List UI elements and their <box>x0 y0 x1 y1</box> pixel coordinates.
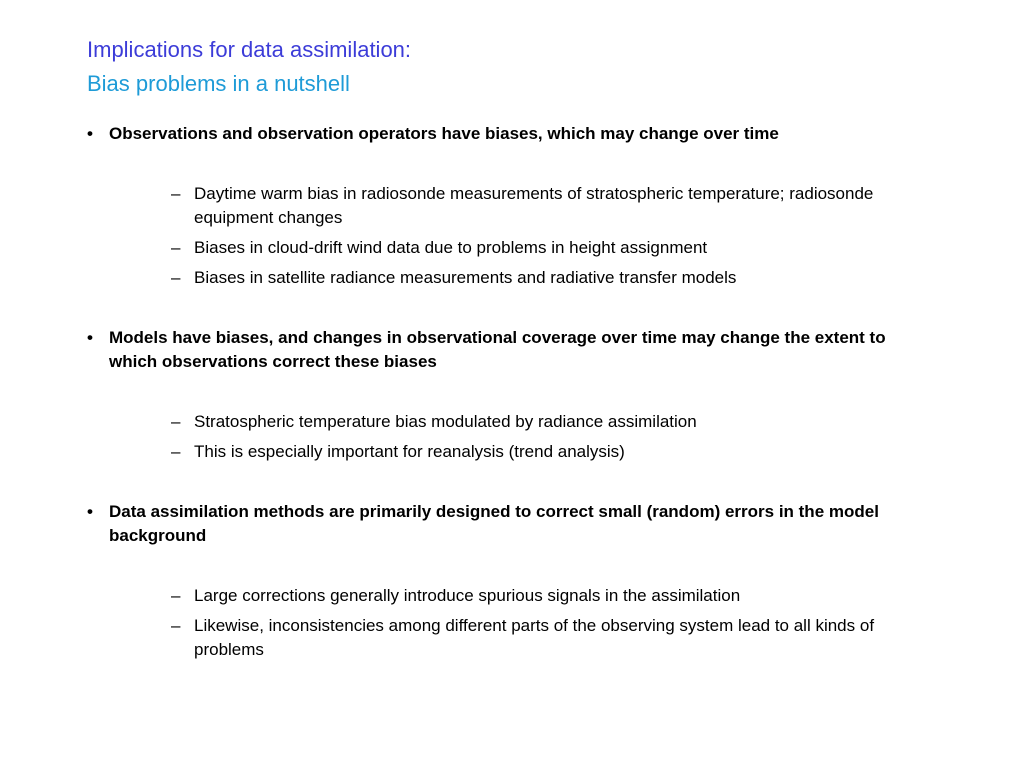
sub-bullet-marker: – <box>171 184 181 203</box>
bullet-marker: • <box>87 502 93 521</box>
title-line-2: Bias problems in a nutshell <box>87 71 350 96</box>
title-line-1: Implications for data assimilation: <box>87 37 412 62</box>
sub-bullet-text: Biases in satellite radiance measurements and radiative transfer models <box>194 268 737 287</box>
sub-bullet-list <box>171 584 937 662</box>
sub-bullet-marker: – <box>171 268 181 287</box>
sub-bullet-item <box>171 440 937 464</box>
slide-title <box>87 33 411 101</box>
sub-bullet-marker: – <box>171 442 181 461</box>
bullet-text: Observations and observation operators have biases, which may change over time <box>109 124 779 143</box>
bullet-text: Models have biases, and changes in observational coverage over time may change the extent to which observations correct these biases <box>109 328 886 371</box>
bullet-list <box>87 120 937 678</box>
bullet-item <box>87 500 937 548</box>
sub-bullet-text: Biases in cloud-drift wind data due to problems in height assignment <box>194 238 708 257</box>
bullet-marker: • <box>87 124 93 143</box>
sub-bullet-text: Likewise, inconsistencies among different parts of the observing system lead to all kinds of problems <box>194 616 875 659</box>
sub-bullet-marker: – <box>171 616 181 635</box>
sub-bullet-item <box>171 236 937 260</box>
sub-bullet-text: Daytime warm bias in radiosonde measurements of stratospheric temperature; radiosonde equipment changes <box>194 184 874 227</box>
sub-bullet-item <box>171 182 937 230</box>
sub-bullet-text: This is especially important for reanalysis (trend analysis) <box>194 442 625 461</box>
sub-bullet-text: Stratospheric temperature bias modulated by radiance assimilation <box>194 412 697 431</box>
sub-bullet-marker: – <box>171 586 181 605</box>
sub-bullet-marker: – <box>171 412 181 431</box>
bullet-item <box>87 122 937 146</box>
bullet-marker: • <box>87 328 93 347</box>
sub-bullet-text: Large corrections generally introduce spurious signals in the assimilation <box>194 586 741 605</box>
bullet-text: Data assimilation methods are primarily designed to correct small (random) errors in the model background <box>109 502 879 545</box>
sub-bullet-item <box>171 584 937 608</box>
sub-bullet-item <box>171 410 937 434</box>
sub-bullet-item <box>171 614 937 662</box>
sub-bullet-item <box>171 266 937 290</box>
sub-bullet-marker: – <box>171 238 181 257</box>
sub-bullet-list <box>171 182 937 290</box>
bullet-item <box>87 326 937 374</box>
sub-bullet-list <box>171 410 937 464</box>
